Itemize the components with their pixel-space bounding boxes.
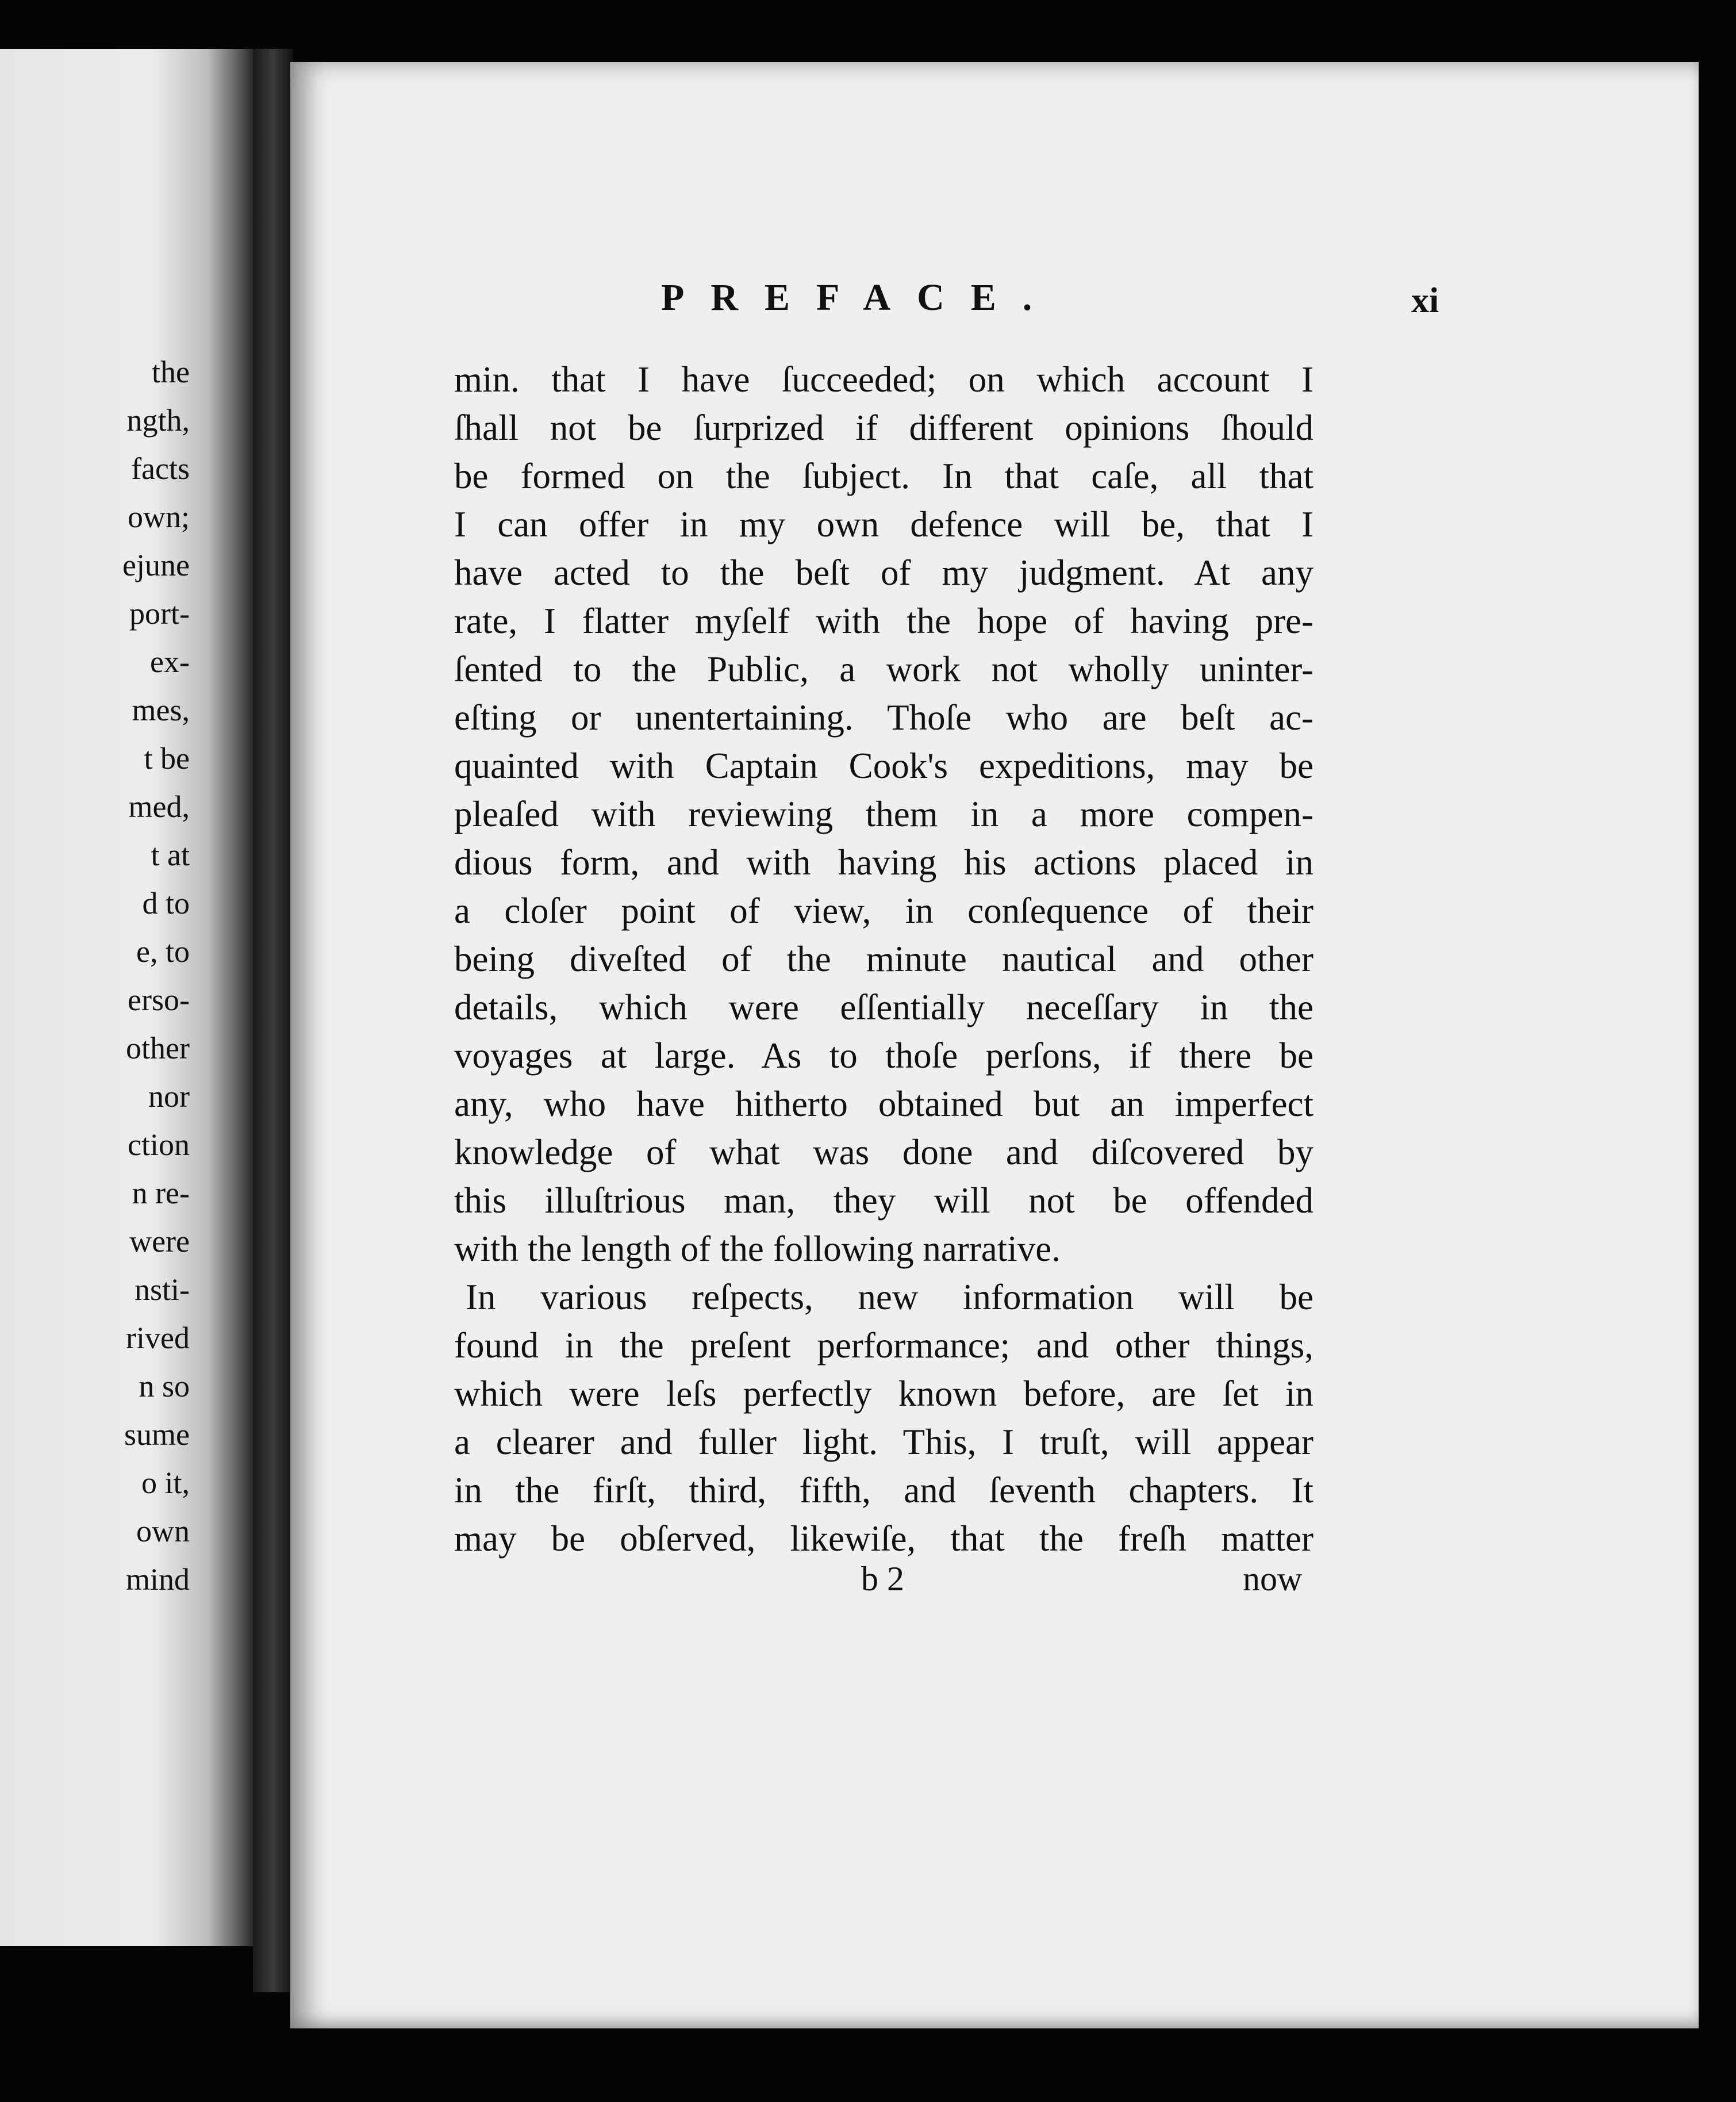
left-page-text [122, 348, 190, 1604]
left-page-line: ejune [122, 548, 190, 582]
text-line: found in the preſent performance; and other things, [454, 1325, 1313, 1365]
text-line: voyages at large. As to thoſe perſons, if there be [454, 1035, 1313, 1076]
text-line: I can offer in my own defence will be, that I [454, 504, 1313, 544]
left-page-line: were [129, 1224, 190, 1259]
text-line: pleaſed with reviewing them in a more compen- [454, 794, 1313, 834]
text-line: a cloſer point of view, in conſequence of their [454, 891, 1313, 931]
left-page-line: n re- [132, 1176, 190, 1210]
left-page-line: e, to [136, 934, 190, 969]
left-page-line: mes, [132, 693, 190, 727]
left-page-line: n so [139, 1369, 190, 1403]
text-line: min. that I have ſucceeded; on which account I [454, 359, 1313, 400]
page-number: xi [1411, 281, 1439, 320]
left-page-line: med, [128, 789, 190, 824]
text-line: eſting or unentertaining. Thoſe who are beſt ac- [454, 697, 1313, 738]
text-line: In various reſpects, new information will be [466, 1277, 1313, 1317]
left-page-line: ex- [150, 645, 190, 679]
text-line: in the firſt, third, fifth, and ſeventh chapters. It [454, 1470, 1313, 1510]
left-page-line: erso- [128, 983, 190, 1017]
left-page-line: own; [128, 500, 190, 534]
left-page-line: sume [124, 1417, 190, 1452]
left-page-line: nsti- [134, 1272, 190, 1307]
text-line: rate, I flatter myſelf with the hope of having pre- [454, 601, 1313, 641]
left-page-line: mind [125, 1562, 190, 1597]
left-page-line: t at [151, 838, 190, 872]
left-page-line: port- [129, 596, 190, 631]
text-line: ſhall not be ſurprized if different opinions ſhould [454, 408, 1313, 448]
text-line: with the length of the following narrative. [454, 1229, 1061, 1269]
text-line: quainted with Captain Cook's expeditions, may be [454, 746, 1313, 786]
text-line: being diveſted of the minute nautical and other [454, 939, 1313, 979]
left-page-line: ngth, [126, 403, 190, 438]
text-line: details, which were eſſentially neceſſary in the [454, 987, 1313, 1027]
left-page-line: rived [126, 1321, 190, 1355]
text-line: be formed on the ſubject. In that caſe, all that [454, 456, 1313, 496]
text-line: which were leſs perfectly known before, are ſet in [454, 1374, 1313, 1414]
left-page-line: o it, [141, 1466, 190, 1500]
text-line: have acted to the beſt of my judgment. At any [454, 553, 1313, 593]
left-page-line: own [136, 1514, 190, 1548]
left-page-line: other [126, 1031, 190, 1065]
running-head: PREFACE. [661, 277, 1059, 319]
catchword: now [1243, 1560, 1303, 1598]
left-page-line: the [152, 355, 190, 389]
text-line: this illuſtrious man, they will not be offended [454, 1180, 1313, 1221]
text-line: dious form, and with having his actions placed in [454, 842, 1313, 883]
left-page-line: facts [131, 451, 190, 486]
body-text [454, 355, 1313, 1563]
book-gutter [253, 49, 293, 1992]
text-line: any, who have hitherto obtained but an imperfect [454, 1084, 1313, 1124]
text-line: knowledge of what was done and diſcovered by [454, 1132, 1313, 1172]
left-page-line: nor [148, 1079, 190, 1114]
left-page-line: d to [142, 886, 190, 920]
text-line: may be obſerved, likewiſe, that the freſh matter [454, 1518, 1313, 1559]
left-page-line: ction [128, 1127, 190, 1162]
text-line: ſented to the Public, a work not wholly uninter- [454, 649, 1313, 689]
left-page [0, 49, 253, 1946]
text-line: a clearer and fuller light. This, I truſt, will appear [454, 1422, 1313, 1462]
signature-mark: b 2 [861, 1560, 904, 1598]
left-page-line: t be [144, 741, 190, 776]
